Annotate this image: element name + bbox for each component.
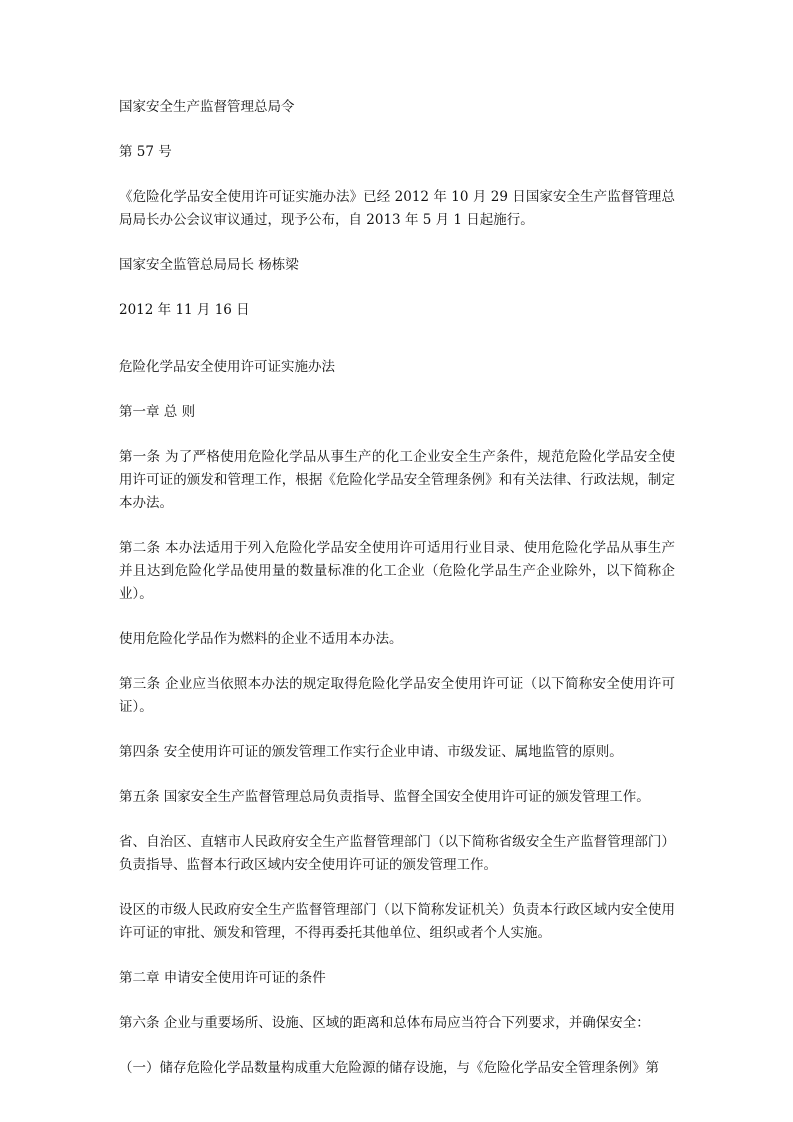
article-4: 第四条 安全使用许可证的颁发管理工作实行企业申请、市级发证、属地监管的原则。 bbox=[119, 744, 623, 760]
article-2: 第二条 本办法适用于列入危险化学品安全使用许可适用行业目录、使用危险化学品从事生产并且达到危险化学品使用量的数量标准的化工企业（危险化学品生产企业除外，以下简称企业）。 bbox=[119, 540, 675, 602]
order-number: 第 57 号 bbox=[119, 144, 172, 160]
article-6-item-1: （一）储存危险化学品数量构成重大危险源的储存设施，与《危险化学品安全管理条例》第 bbox=[119, 1060, 659, 1076]
document-page bbox=[119, 96, 675, 1102]
article-5: 第五条 国家安全生产监督管理总局负责指导、监督全国安全使用许可证的颁发管理工作。 bbox=[119, 789, 650, 805]
order-title: 国家安全生产监督管理总局令 bbox=[119, 99, 295, 115]
article-2-note: 使用危险化学品作为燃料的企业不适用本办法。 bbox=[119, 631, 403, 647]
article-5-paragraph-3: 设区的市级人民政府安全生产监督管理部门（以下简称发证机关）负责本行政区域内安全使用许可证的审批、颁发和管理，不得再委托其他单位、组织或者个人实施。 bbox=[119, 902, 675, 941]
announcement-paragraph: 《危险化学品安全使用许可证实施办法》已经 2012 年 10 月 29 日国家安全生产监督管理总局局长办公会议审议通过，现予公布，自 2013 年 5 月 1 日起施行。 bbox=[119, 189, 675, 228]
issue-date: 2012 年 11 月 16 日 bbox=[119, 302, 250, 318]
article-1: 第一条 为了严格使用危险化学品从事生产的化工企业安全生产条件，规范危险化学品安全使用许可证的颁发和管理工作，根据《危险化学品安全管理条例》和有关法律、行政法规，制定本办法。 bbox=[119, 449, 675, 511]
chapter-heading-2: 第二章 申请安全使用许可证的条件 bbox=[119, 970, 326, 986]
article-6: 第六条 企业与重要场所、设施、区域的距离和总体布局应当符合下列要求，并确保安全： bbox=[119, 1015, 650, 1031]
article-5-paragraph-2: 省、自治区、直辖市人民政府安全生产监督管理部门（以下简称省级安全生产监督管理部门）负责指导、监督本行政区域内安全使用许可证的颁发管理工作。 bbox=[119, 834, 675, 873]
signatory: 国家安全监管总局局长 杨栋梁 bbox=[119, 257, 299, 273]
article-3: 第三条 企业应当依照本办法的规定取得危险化学品安全使用许可证（以下简称安全使用许可证）。 bbox=[119, 676, 675, 715]
regulation-title: 危险化学品安全使用许可证实施办法 bbox=[119, 359, 335, 375]
chapter-heading-1: 第一章 总 则 bbox=[119, 404, 196, 420]
